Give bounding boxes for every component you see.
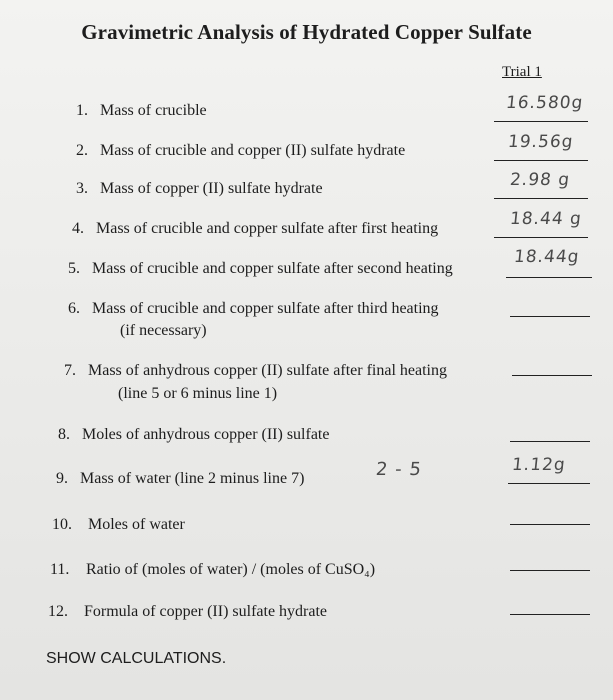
item-number: 11. (50, 561, 70, 578)
item-5 (68, 260, 453, 278)
item-1-value: 16.580g (504, 93, 585, 113)
item-label: Ratio of (moles of water) / (moles of CuSO₄) (86, 561, 376, 578)
item-label: Mass of crucible and copper (II) sulfate hydrate (100, 142, 406, 159)
item-number: 12. (48, 603, 68, 620)
item-7-answer-line (512, 375, 592, 376)
item-number: 6. (68, 300, 80, 317)
item-label: Formula of copper (II) sulfate hydrate (84, 603, 328, 620)
item-number: 4. (72, 220, 84, 237)
item-8 (58, 426, 329, 444)
item-label: Mass of anhydrous copper (II) sulfate after final heating (88, 362, 447, 379)
item-4-value: 18.44 g (508, 209, 583, 229)
item-number: 7. (64, 362, 76, 379)
item-label: Moles of anhydrous copper (II) sulfate (82, 426, 330, 443)
item-4 (72, 220, 438, 238)
item-number: 5. (68, 260, 80, 277)
item-6 (68, 300, 439, 318)
footer-instruction: SHOW CALCULATIONS. (46, 650, 227, 667)
trial-column-header: Trial 1 (502, 64, 542, 80)
item-9 (56, 470, 304, 488)
item-number: 9. (56, 470, 68, 487)
item-10-answer-line (510, 524, 590, 525)
item-number: 3. (76, 180, 88, 197)
item-label: Moles of water (88, 516, 185, 533)
item-number: 1. (76, 102, 88, 119)
item-6-note: (if necessary) (120, 322, 207, 339)
item-3-value: 2.98 g (508, 170, 572, 190)
item-7 (64, 362, 447, 380)
item-7-note: (line 5 or 6 minus line 1) (118, 385, 278, 402)
item-label: Mass of water (line 2 minus line 7) (80, 470, 305, 487)
item-11-answer-line (510, 570, 590, 571)
item-label: Mass of crucible and copper sulfate after second heating (92, 260, 453, 277)
page-title: Gravimetric Analysis of Hydrated Copper Sulfate (81, 20, 532, 44)
item-5-answer-line (506, 277, 592, 278)
item-9-value: 1.12g (510, 455, 567, 475)
item-label: Mass of crucible (100, 102, 207, 119)
item-5-value: 18.44g (512, 247, 581, 267)
item-12-answer-line (510, 614, 590, 615)
item-label: Mass of crucible and copper sulfate after first heating (96, 220, 439, 237)
item-9-margin-note: 2 - 5 (374, 459, 423, 480)
item-label: Mass of crucible and copper sulfate after third heating (92, 300, 439, 317)
item-2 (76, 142, 405, 160)
item-1 (76, 102, 207, 120)
item-4-answer-line (494, 237, 588, 238)
item-number: 10. (52, 516, 72, 533)
item-6-answer-line (510, 316, 590, 317)
item-8-answer-line (510, 441, 590, 442)
item-2-value: 19.56g (506, 132, 575, 152)
item-9-answer-line (508, 483, 590, 484)
item-2-answer-line (494, 160, 588, 161)
item-label: Mass of copper (II) sulfate hydrate (100, 180, 323, 197)
item-12 (48, 603, 327, 621)
item-3-answer-line (494, 198, 588, 199)
item-11 (50, 561, 375, 579)
item-number: 2. (76, 142, 88, 159)
item-3 (76, 180, 323, 198)
item-10 (52, 516, 185, 534)
item-number: 8. (58, 426, 70, 443)
item-1-answer-line (494, 121, 588, 122)
